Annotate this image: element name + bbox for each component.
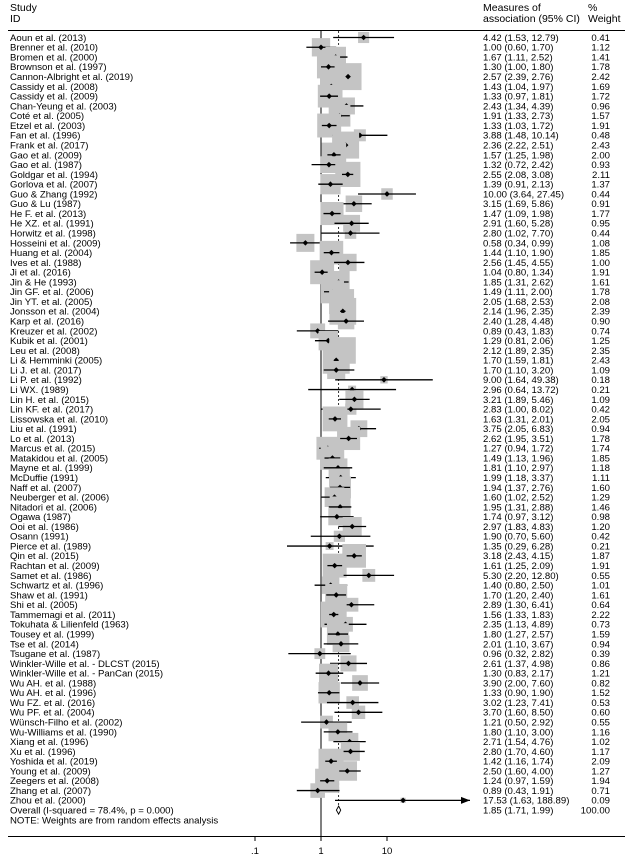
- effect-estimate-label: 1.57 (1.25, 1.98): [483, 150, 554, 162]
- weight-label: 2.00: [591, 150, 610, 162]
- study-label: Matakidou et al. (2005): [10, 453, 109, 465]
- effect-estimate-label: 1.56 (1.33, 1.83): [483, 609, 554, 621]
- x-tick-label: .1: [251, 846, 259, 856]
- weight-label: 1.87: [591, 551, 610, 563]
- weight-label: 2.39: [591, 306, 610, 318]
- study-label: Winkler-Wille et al. - PanCan (2015): [10, 668, 164, 680]
- effect-estimate-label: 2.35 (1.13, 4.89): [483, 619, 554, 631]
- study-label: He F. et al. (2013): [10, 208, 87, 220]
- effect-estimate-label: 2.61 (1.37, 4.98): [483, 658, 554, 670]
- weight-label: 1.72: [591, 91, 610, 103]
- weights-note: NOTE: Weights are from random effects analysis: [10, 815, 219, 827]
- weight-label: 1.09: [591, 365, 610, 377]
- study-label: Cassidy et al. (2009): [10, 91, 98, 103]
- study-label: Goldgar et al. (1994): [10, 169, 98, 181]
- study-label: Coté et al. (2005): [10, 111, 85, 123]
- study-label: McDuffie (1991): [10, 473, 79, 484]
- study-label: Leu et al. (2008): [10, 345, 80, 357]
- study-label: Wu FZ. et al. (2016): [10, 697, 96, 709]
- x-tick-label: 1: [318, 846, 324, 856]
- weight-label: 1.57: [591, 111, 610, 123]
- study-label: Osann (1991): [10, 531, 69, 543]
- study-label: Wu AH. et al. (1996): [10, 688, 97, 700]
- study-label: Xu et al. (1996): [10, 746, 76, 758]
- weight-label: 1.59: [591, 629, 610, 641]
- id-header-label: ID: [10, 13, 21, 25]
- study-label: Gorlova et al. (2007): [10, 179, 98, 191]
- effect-estimate-label: 1.29 (0.81, 2.06): [483, 336, 554, 348]
- weight-label: 1.09: [591, 394, 610, 406]
- effect-estimate-label: 0.89 (0.43, 1.83): [483, 326, 554, 338]
- effect-estimate-label: 2.71 (1.54, 4.76): [483, 737, 554, 749]
- weight-label: 2.08: [591, 296, 610, 308]
- effect-estimate-label: 3.18 (2.43, 4.15): [483, 551, 554, 563]
- effect-estimate-label: 1.42 (1.16, 1.74): [483, 756, 554, 768]
- study-label: Naff et al. (2007): [10, 482, 82, 494]
- study-label: Pierce et al. (1989): [10, 541, 92, 553]
- weight-label: 1.12: [591, 42, 610, 54]
- weight-label: 1.78: [591, 433, 610, 445]
- effect-estimate-label: 3.70 (1.60, 8.50): [483, 707, 554, 719]
- weight-label: 1.94: [591, 776, 610, 788]
- study-label: He XZ. et al. (1991): [10, 218, 94, 230]
- study-label: Horwitz et al. (1998): [10, 228, 96, 240]
- effect-estimate-label: 1.30 (0.83, 2.17): [483, 668, 554, 680]
- weight-label: 0.09: [591, 795, 610, 807]
- weight-label: 0.74: [591, 326, 610, 338]
- effect-estimate-label: 2.80 (1.70, 4.60): [483, 746, 554, 758]
- study-label: Hosseini et al. (2009): [10, 238, 101, 250]
- weight-label: 2.42: [591, 72, 610, 84]
- study-label: Wu-Williams et al. (1990): [10, 727, 117, 739]
- weight-label: 0.82: [591, 678, 610, 690]
- weight-label: 2.43: [591, 355, 610, 367]
- effect-estimate-label: 1.49 (1.13, 1.96): [483, 453, 554, 465]
- effect-estimate-label: 1.39 (0.91, 2.13): [483, 179, 554, 191]
- weight-label: 1.85: [591, 248, 610, 260]
- weight-label: 0.55: [591, 717, 610, 729]
- weight-label: 0.21: [591, 384, 610, 396]
- effect-estimate-label: 1.70 (1.20, 2.40): [483, 590, 554, 602]
- effect-estimate-label: 2.56 (1.45, 4.55): [483, 257, 554, 269]
- study-label: Lin KF. et al. (2017): [10, 404, 94, 416]
- study-label: Jin & He (1993): [10, 277, 77, 289]
- weight-label: 0.71: [591, 785, 610, 797]
- study-label: Gao et al. (2009): [10, 150, 82, 162]
- effect-estimate-label: 1.70 (1.10, 3.20): [483, 365, 554, 377]
- effect-estimate-label: 0.58 (0.34, 0.99): [483, 238, 554, 250]
- weight-label: 1.85: [591, 453, 610, 465]
- effect-estimate-label: 0.96 (0.32, 2.82): [483, 649, 554, 661]
- effect-estimate-label: 1.24 (0.97, 1.59): [483, 776, 554, 788]
- effect-estimate-label: 1.00 (0.60, 1.70): [483, 42, 554, 54]
- study-label: Chan-Yeung et al. (2003): [10, 101, 117, 113]
- study-label: Xiang et al. (1996): [10, 737, 89, 749]
- weight-label: 1.52: [591, 688, 610, 700]
- study-label: Wu PF. et al. (2004): [10, 707, 95, 719]
- effect-estimate-label: 2.89 (1.30, 6.41): [483, 600, 554, 612]
- effect-estimate-label: 1.94 (1.37, 2.76): [483, 482, 554, 494]
- effect-estimate-label: 2.43 (1.34, 4.39): [483, 101, 554, 113]
- study-label: Lo et al. (2013): [10, 433, 75, 445]
- study-label: Tammemagi et al. (2011): [10, 609, 116, 621]
- study-label: Brenner et al. (2010): [10, 42, 98, 54]
- effect-estimate-label: 3.75 (2.05, 6.83): [483, 424, 554, 436]
- study-label: Li & Hemminki (2005): [10, 355, 103, 367]
- weight-label: 2.22: [591, 609, 610, 621]
- study-label: Kreuzer et al. (2002): [10, 326, 98, 338]
- weight-label: 0.94: [591, 639, 610, 651]
- effect-estimate-label: 1.91 (1.33, 2.73): [483, 111, 554, 123]
- effect-estimate-label: 1.95 (1.31, 2.88): [483, 502, 554, 514]
- study-label: Samet et al. (1986): [10, 570, 92, 582]
- study-header-label: Study: [10, 2, 37, 14]
- study-label: Nitadori et al. (2006): [10, 502, 97, 514]
- weight-label: 0.96: [591, 101, 610, 113]
- weight-label: 1.61: [591, 590, 610, 602]
- effect-estimate-label: 2.80 (1.02, 7.70): [483, 228, 554, 240]
- weight-label: 1.20: [591, 521, 610, 533]
- study-label: Marcus et al. (2015): [10, 443, 96, 455]
- weight-label: 2.11: [592, 169, 610, 181]
- weight-label: 0.44: [591, 189, 610, 201]
- weight-label: 1.78: [591, 287, 610, 299]
- study-label: Mayne et al. (1999): [10, 463, 93, 475]
- effect-estimate-label: 1.32 (0.72, 2.42): [483, 160, 554, 172]
- effect-estimate-label: 3.15 (1.69, 5.86): [483, 199, 554, 211]
- effect-estimate-label: 1.44 (1.10, 1.90): [483, 248, 554, 260]
- weight-label: 0.42: [591, 531, 610, 543]
- weight-label: 1.91: [591, 561, 610, 573]
- weight-label: 1.74: [591, 443, 610, 455]
- weight-label: 0.39: [591, 649, 610, 661]
- effect-estimate-label: 1.81 (1.10, 2.97): [483, 463, 554, 475]
- weight-label: 0.55: [591, 570, 610, 582]
- weight-label: 0.41: [591, 32, 610, 44]
- weight-label: 0.91: [591, 199, 610, 211]
- weight-label: 1.69: [591, 81, 610, 93]
- effect-estimate-label: 1.21 (0.50, 2.92): [483, 717, 554, 729]
- weight-label: 0.86: [591, 658, 610, 670]
- effect-estimate-label: 1.85 (1.31, 2.62): [483, 277, 554, 289]
- weight-label: 1.27: [591, 766, 610, 778]
- weight-label: 2.35: [591, 345, 610, 357]
- effect-estimate-label: 1.43 (1.04, 1.97): [483, 81, 554, 93]
- effect-estimate-label: 2.97 (1.83, 4.83): [483, 521, 554, 533]
- study-label: Jin GF. et al. (2006): [10, 287, 94, 299]
- study-label: Fan et al. (1996): [10, 130, 81, 142]
- weight-label: 1.11: [592, 473, 610, 484]
- study-label: Rachtan et al. (2009): [10, 561, 100, 573]
- study-label: Zhou et al. (2000): [10, 795, 86, 807]
- study-label: Tokuhata & Lilienfeld (1963): [10, 619, 129, 631]
- effect-estimate-label: 1.35 (0.29, 6.28): [483, 541, 554, 553]
- study-label: Yoshida et al. (2019): [10, 756, 98, 768]
- study-label: Shi et al. (2005): [10, 600, 78, 612]
- weight-label: 1.01: [591, 580, 610, 592]
- study-label: Liu et al. (1991): [10, 424, 77, 436]
- weight-label: 1.91: [591, 267, 610, 279]
- effect-estimate-label: 1.49 (1.11, 2.00): [483, 287, 553, 299]
- weight-label: 1.17: [591, 746, 610, 758]
- weight-label: 1.41: [591, 52, 610, 64]
- study-label: Guo & Zhang (1992): [10, 189, 98, 201]
- effect-estimate-label: 1.33 (0.90, 1.90): [483, 688, 554, 700]
- study-label: Zhang et al. (2007): [10, 785, 92, 797]
- effect-estimate-label: 2.01 (1.10, 3.67): [483, 639, 554, 651]
- weight-label: 1.77: [591, 208, 610, 220]
- effect-estimate-label: 1.63 (1.31, 2.01): [483, 414, 554, 426]
- effect-estimate-label: 1.47 (1.09, 1.98): [483, 208, 554, 220]
- study-label: Shaw et al. (1991): [10, 590, 88, 602]
- study-label: Tousey et al. (1999): [10, 629, 95, 641]
- weight-label: 0.98: [591, 512, 610, 524]
- effect-estimate-label: 3.88 (1.48, 10.14): [483, 130, 559, 142]
- effect-estimate-label: 1.33 (0.97, 1.81): [483, 91, 554, 103]
- effect-estimate-label: 1.61 (1.25, 2.09): [483, 561, 554, 573]
- effect-estimate-label: 2.36 (2.22, 2.51): [483, 140, 554, 152]
- weight-label: 2.43: [591, 140, 610, 152]
- study-label: Wu AH. et al. (1988): [10, 678, 97, 690]
- weight-label: 1.60: [591, 482, 610, 494]
- measure-header-line2: association (95% CI): [483, 13, 580, 25]
- study-label: Cassidy et al. (2008): [10, 81, 98, 93]
- study-label: Schwartz et al. (1996): [10, 580, 104, 592]
- effect-estimate-label: 5.30 (2.20, 12.80): [483, 570, 559, 582]
- x-tick-label: 10: [381, 846, 393, 856]
- study-label: Winkler-Wille et al. - DLCST (2015): [10, 658, 160, 670]
- weight-label: 0.18: [591, 375, 610, 387]
- effect-estimate-label: 2.14 (1.96, 2.35): [483, 306, 554, 318]
- weight-label: 1.02: [591, 737, 610, 749]
- study-label: Ogawa (1987): [10, 512, 71, 524]
- weight-label: 2.09: [591, 756, 610, 768]
- study-label: Li P. et al. (1992): [10, 375, 82, 387]
- measure-header-line1: Measures of: [483, 2, 541, 14]
- study-label: Cannon-Albright et al. (2019): [10, 72, 134, 84]
- weight-label: 0.48: [591, 130, 610, 142]
- weight-label: 1.00: [591, 257, 610, 269]
- weight-label: 0.93: [591, 160, 610, 172]
- weight-label: 0.95: [591, 218, 610, 230]
- effect-estimate-label: 1.40 (0.80, 2.50): [483, 580, 554, 592]
- overall-estimate-label: 1.85 (1.71, 1.99): [483, 805, 554, 817]
- study-label: Wünsch-Filho et al. (2002): [10, 717, 123, 729]
- effect-estimate-label: 1.27 (0.94, 1.72): [483, 443, 554, 455]
- ci-arrow: [461, 797, 470, 804]
- effect-estimate-label: 2.50 (1.60, 4.00): [483, 766, 554, 778]
- weight-label: 1.08: [591, 238, 610, 250]
- weight-label: 0.94: [591, 424, 610, 436]
- effect-estimate-label: 1.74 (0.97, 3.12): [483, 512, 554, 524]
- study-label: Ji et al. (2016): [10, 267, 71, 279]
- effect-estimate-label: 17.53 (1.63, 188.89): [483, 795, 570, 807]
- overall-weight-label: 100.00: [580, 805, 610, 817]
- weight-label: 0.44: [591, 228, 610, 240]
- effect-estimate-label: 1.04 (0.80, 1.34): [483, 267, 554, 279]
- weight-label: 1.16: [591, 727, 610, 739]
- effect-estimate-label: 1.70 (1.59, 1.81): [483, 355, 554, 367]
- study-label: Guo & Lu (1987): [10, 199, 81, 211]
- effect-estimate-label: 4.42 (1.53, 12.79): [483, 32, 559, 44]
- study-label: Zeegers et al. (2008): [10, 776, 100, 788]
- weight-label: 0.64: [591, 600, 610, 612]
- study-label: Karp et al. (2016): [10, 316, 85, 328]
- study-label: Gao et al. (1987): [10, 160, 82, 172]
- effect-estimate-label: 2.40 (1.28, 4.48): [483, 316, 554, 328]
- study-label: Aoun et al. (2013): [10, 32, 87, 44]
- study-label: Ives et al. (1988): [10, 257, 82, 269]
- weight-label: 1.18: [591, 463, 610, 475]
- weight-label: 1.46: [591, 502, 610, 514]
- study-label: Brownson et al. (1997): [10, 62, 107, 74]
- weight-label: 1.29: [591, 492, 610, 504]
- effect-estimate-label: 2.55 (2.08, 3.08): [483, 169, 554, 181]
- study-label: Young et al. (2009): [10, 766, 91, 778]
- weight-header-line1: %: [588, 2, 598, 14]
- weight-label: 1.37: [591, 179, 610, 191]
- effect-estimate-label: 2.96 (0.64, 13.72): [483, 384, 559, 396]
- overall-diamond: [336, 806, 340, 814]
- effect-estimate-label: 1.80 (1.27, 2.57): [483, 629, 554, 641]
- effect-estimate-label: 1.33 (1.03, 1.72): [483, 120, 554, 132]
- study-label: Li J. et al. (2017): [10, 365, 82, 377]
- effect-estimate-label: 10.00 (3.64, 27.45): [483, 189, 565, 201]
- study-label: Jonsson et al. (2004): [10, 306, 100, 318]
- weight-label: 0.73: [591, 619, 610, 631]
- overall-label: Overall (I-squared = 78.4%, p = 0.000): [10, 805, 174, 817]
- weight-label: 1.25: [591, 336, 610, 348]
- effect-estimate-label: 9.00 (1.64, 49.38): [483, 375, 559, 387]
- effect-estimate-label: 0.89 (0.43, 1.91): [483, 785, 554, 797]
- effect-estimate-label: 2.62 (1.95, 3.51): [483, 433, 554, 445]
- study-label: Tsugane et al. (1987): [10, 649, 101, 661]
- study-label: Lin H. et al. (2015): [10, 394, 89, 406]
- study-label: Bromen et al. (2000): [10, 52, 98, 64]
- study-label: Ooi et al. (1986): [10, 521, 79, 533]
- study-label: Kubik et al. (2001): [10, 336, 88, 348]
- study-label: Qin et al. (2015): [10, 551, 79, 563]
- weight-label: 1.78: [591, 62, 610, 74]
- weight-header-line2: Weight: [588, 13, 621, 25]
- study-label: Neuberger et al. (2006): [10, 492, 110, 504]
- effect-estimate-label: 3.02 (1.23, 7.41): [483, 697, 554, 709]
- effect-estimate-label: 2.57 (2.39, 2.76): [483, 72, 554, 84]
- effect-estimate-label: 1.80 (1.10, 3.00): [483, 727, 554, 739]
- weight-label: 1.61: [591, 277, 610, 289]
- study-label: Etzel et al. (2003): [10, 120, 86, 132]
- study-label: Jin YT. et al. (2005): [10, 296, 93, 308]
- effect-estimate-label: 1.30 (1.00, 1.80): [483, 62, 554, 74]
- effect-estimate-label: 2.12 (1.89, 2.35): [483, 345, 554, 357]
- effect-estimate-label: 1.67 (1.11, 2.52): [483, 52, 553, 64]
- study-label: Li WX. (1989): [10, 384, 69, 396]
- effect-estimate-label: 2.91 (1.60, 5.28): [483, 218, 554, 230]
- weight-label: 0.90: [591, 316, 610, 328]
- weight-label: 0.21: [591, 541, 610, 553]
- effect-estimate-label: 2.05 (1.68, 2.53): [483, 296, 554, 308]
- effect-estimate-label: 1.60 (1.02, 2.52): [483, 492, 554, 504]
- weight-label: 0.42: [591, 404, 610, 416]
- study-label: Tse et al. (2014): [10, 639, 79, 651]
- weight-label: 1.21: [591, 668, 610, 680]
- study-label: Huang et al. (2004): [10, 248, 93, 260]
- effect-estimate-label: 3.90 (2.00, 7.60): [483, 678, 554, 690]
- effect-estimate-label: 1.90 (0.70, 5.60): [483, 531, 554, 543]
- weight-label: 0.53: [591, 697, 610, 709]
- effect-estimate-label: 3.21 (1.89, 5.46): [483, 394, 554, 406]
- weight-label: 0.60: [591, 707, 610, 719]
- weight-label: 1.91: [591, 120, 610, 132]
- study-label: Frank et al. (2017): [10, 140, 89, 152]
- weight-label: 2.05: [591, 414, 610, 426]
- effect-estimate-label: 2.83 (1.00, 8.02): [483, 404, 554, 416]
- effect-estimate-label: 1.99 (1.18, 3.37): [483, 473, 554, 484]
- study-label: Lissowska et al. (2010): [10, 414, 109, 426]
